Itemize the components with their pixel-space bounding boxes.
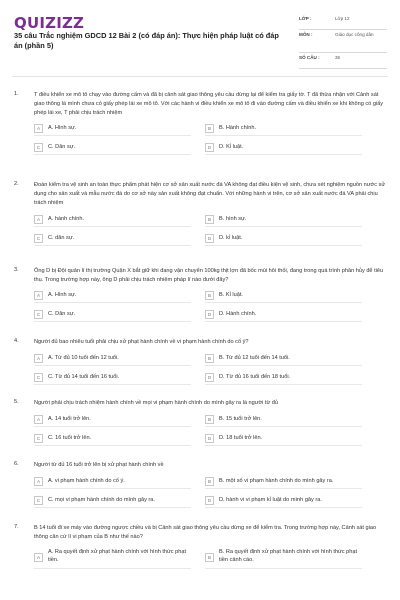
answer-option-c[interactable] — [34, 143, 191, 155]
option-text: A. vi phạm hành chính do cố ý. — [48, 477, 125, 484]
meta-value: Giáo dục công dân — [335, 32, 374, 37]
question-list — [0, 91, 400, 569]
option-text: D. Từ đủ 16 tuổi đến 18 tuổi. — [219, 374, 291, 381]
meta-key: MÔN : — [299, 32, 313, 37]
option-text: D. kỉ luật. — [219, 234, 243, 241]
answer-option-b[interactable] — [205, 415, 362, 427]
meta-row-count — [299, 53, 387, 69]
question-number: 2. — [14, 181, 19, 188]
option-checkbox[interactable]: D — [205, 143, 214, 152]
answer-option-d[interactable] — [205, 373, 362, 385]
meta-value: Lớp 12 — [335, 16, 350, 21]
question-stem: Người từ đủ 16 tuổi trở lên bị xử phạt hành chính về — [34, 461, 164, 468]
worksheet-title: 35 câu Trắc nghiệm GDCD 12 Bài 2 (có đáp án): Thực hiện pháp luật có đáp án (phần 5) — [14, 31, 279, 50]
question-number: 6. — [14, 460, 19, 467]
option-checkbox[interactable]: C — [34, 234, 43, 243]
answer-option-a[interactable] — [34, 548, 191, 569]
option-text: A. Từ đủ 10 tuổi đến 12 tuổi. — [48, 355, 119, 362]
option-text: B. Từ đủ 12 tuổi đến 14 tuổi. — [219, 355, 290, 362]
option-checkbox[interactable]: B — [205, 124, 214, 133]
option-text: B. Kỉ luật. — [219, 292, 243, 299]
option-text: D. hành vi vi phạm kỉ luật do mình gây ra. — [219, 496, 322, 503]
option-text: A. 14 tuổi trở lên. — [48, 415, 91, 422]
answer-option-a[interactable] — [34, 124, 191, 136]
answer-option-d[interactable] — [205, 496, 362, 508]
question-number: 7. — [14, 523, 19, 530]
answer-option-b[interactable] — [205, 548, 362, 569]
option-checkbox[interactable]: A — [34, 553, 43, 562]
answer-option-b[interactable] — [205, 354, 362, 366]
answer-option-c[interactable] — [34, 310, 191, 322]
option-checkbox[interactable]: B — [205, 215, 214, 224]
option-checkbox[interactable]: D — [205, 373, 214, 382]
option-text: D. Hành chính. — [219, 311, 257, 318]
option-text: D. Kỉ luật. — [219, 144, 244, 151]
option-checkbox[interactable]: B — [205, 415, 214, 424]
option-checkbox[interactable]: B — [205, 291, 214, 300]
question-7 — [0, 524, 400, 570]
answer-options — [34, 477, 388, 508]
option-text: C. dân sự. — [48, 234, 75, 241]
option-text: C. Từ đủ 14 tuổi đến 16 tuổi. — [48, 374, 120, 381]
answer-options — [34, 354, 388, 385]
quizizz-logo: QUIZIZZ — [14, 14, 85, 32]
question-number: 1. — [14, 91, 19, 97]
question-number: 5. — [14, 399, 19, 406]
option-text: A. Hình sự. — [48, 125, 77, 132]
answer-option-c[interactable] — [34, 234, 191, 246]
option-checkbox[interactable]: C — [34, 143, 43, 152]
option-text: C. 16 tuổi trở lên. — [48, 434, 92, 441]
option-checkbox[interactable]: D — [205, 496, 214, 505]
question-6 — [0, 461, 400, 508]
answer-options — [34, 548, 388, 569]
option-text: D. 18 tuổi trở lên. — [219, 434, 263, 441]
option-text: C. Dân sự. — [48, 311, 76, 318]
question-stem: Người phải chịu trách nhiệm hành chính về mọi vi phạm hành chính do mình gây ra là người từ đủ — [34, 400, 279, 407]
option-checkbox[interactable]: A — [34, 354, 43, 363]
question-stem: T điều khiển xe mô tô chạy vào đường cấm và đã bị cảnh sát giao thông yêu cầu dừng lại để kiểm tra giấy tờ. T đã thừa nhận với Cảnh sát giao thông là mình chưa có giấy phép lái xe mô tô. Với các hành vi điều khiển xe mô tô đi vào đường cấm và điều khiển xe khi không có giấy phép lái xe, T phải chịu trách nhiệm — [34, 92, 384, 116]
question-number: 4. — [14, 338, 19, 345]
option-checkbox[interactable]: A — [34, 477, 43, 486]
answer-option-a[interactable] — [34, 215, 191, 227]
option-text: B. Hành chính. — [219, 125, 257, 132]
option-text: C. Dân sự. — [48, 144, 76, 151]
option-checkbox[interactable]: A — [34, 215, 43, 224]
answer-option-c[interactable] — [34, 434, 191, 446]
option-checkbox[interactable]: B — [205, 553, 214, 562]
meta-key: LỚP : — [299, 16, 312, 21]
answer-option-a[interactable] — [34, 354, 191, 366]
option-text: A. Ra quyết định xử phạt hành chính với hình thức phạt tiền. — [48, 549, 187, 564]
answer-option-b[interactable] — [205, 124, 362, 136]
meta-row-subject — [299, 30, 387, 53]
answer-option-d[interactable] — [205, 310, 362, 322]
answer-options — [34, 124, 388, 155]
option-checkbox[interactable]: A — [34, 415, 43, 424]
answer-option-b[interactable] — [205, 477, 362, 489]
worksheet-meta — [299, 14, 387, 69]
option-checkbox[interactable]: B — [205, 354, 214, 363]
question-2 — [0, 181, 400, 245]
option-text: B. hình sự. — [219, 215, 247, 222]
option-checkbox[interactable]: C — [34, 310, 43, 319]
question-5 — [0, 399, 400, 446]
question-stem: Ông D bị Đội quản lí thị trường Quận X bắt giữ khi đang vận chuyển 100kg thịt lợn đã bốc mùi hôi thối, đang trong quá trình phân hủy để tiêu thụ. Trong trường hợp này, ông D phải chịu trách nhiệm pháp lí nào dưới đây? — [34, 267, 384, 283]
meta-row-class — [299, 14, 387, 30]
option-text: B. một số vi phạm hành chính do mình gây ra. — [219, 477, 334, 484]
question-4 — [0, 338, 400, 385]
option-text: B. Ra quyết định xử phạt hành chính với hình thức phạt tiền cảnh cáo. — [219, 549, 358, 564]
answer-options — [34, 291, 388, 322]
header-divider — [12, 76, 388, 77]
question-stem: Đoàn kiểm tra vệ sinh an toàn thực phẩm phát hiện cơ sở sản xuất nước đá VA không đạt điều kiện vệ sinh, chưa xét nghiệm nguồn nước sử dụng cho sản xuất và mẫu nước đá do cơ sở này sản xuất không đạt chuẩn. Với những hành vi trên, cơ sở sản xuất nước đá VA phải chịu trách nhiệm — [34, 182, 386, 206]
answer-option-a[interactable] — [34, 415, 191, 427]
answer-option-c[interactable] — [34, 496, 191, 508]
answer-option-a[interactable] — [34, 477, 191, 489]
option-checkbox[interactable]: A — [34, 124, 43, 133]
option-checkbox[interactable]: D — [205, 234, 214, 243]
question-3 — [0, 267, 400, 323]
option-checkbox[interactable]: A — [34, 291, 43, 300]
answer-options — [34, 215, 388, 246]
question-1 — [0, 91, 400, 155]
option-checkbox[interactable]: D — [205, 434, 214, 443]
option-checkbox[interactable]: C — [34, 434, 43, 443]
question-stem: B 14 tuổi đi xe máy vào đường ngược chiều và bị Cảnh sát giao thông yêu cầu dừng xe để kiểm tra. Trong trường hợp này, Cảnh sát giao thông căn cứ lí vi phạm của B như thế nào? — [34, 524, 377, 540]
option-text: A. Hình sự. — [48, 292, 77, 299]
question-number: 3. — [14, 266, 19, 273]
option-text: B. 15 tuổi trở lên. — [219, 415, 262, 422]
option-checkbox[interactable]: B — [205, 477, 214, 486]
answer-option-d[interactable] — [205, 143, 362, 155]
answer-option-d[interactable] — [205, 434, 362, 446]
answer-option-b[interactable] — [205, 215, 362, 227]
option-checkbox[interactable]: C — [34, 373, 43, 382]
meta-key: SỐ CÂU : — [299, 55, 320, 60]
option-checkbox[interactable]: C — [34, 496, 43, 505]
answer-option-a[interactable] — [34, 291, 191, 303]
answer-option-d[interactable] — [205, 234, 362, 246]
option-checkbox[interactable]: D — [205, 310, 214, 319]
option-text: C. mọi vi phạm hành chính do mình gây ra. — [48, 496, 155, 503]
answer-option-b[interactable] — [205, 291, 362, 303]
meta-value: 35 — [335, 55, 341, 60]
question-stem: Người đủ bao nhiêu tuổi phải chịu xử phạt hành chính về vi phạm hành chính do cố ý? — [34, 339, 249, 346]
answer-option-c[interactable] — [34, 373, 191, 385]
option-text: A. hành chính. — [48, 215, 85, 222]
answer-options — [34, 415, 388, 446]
